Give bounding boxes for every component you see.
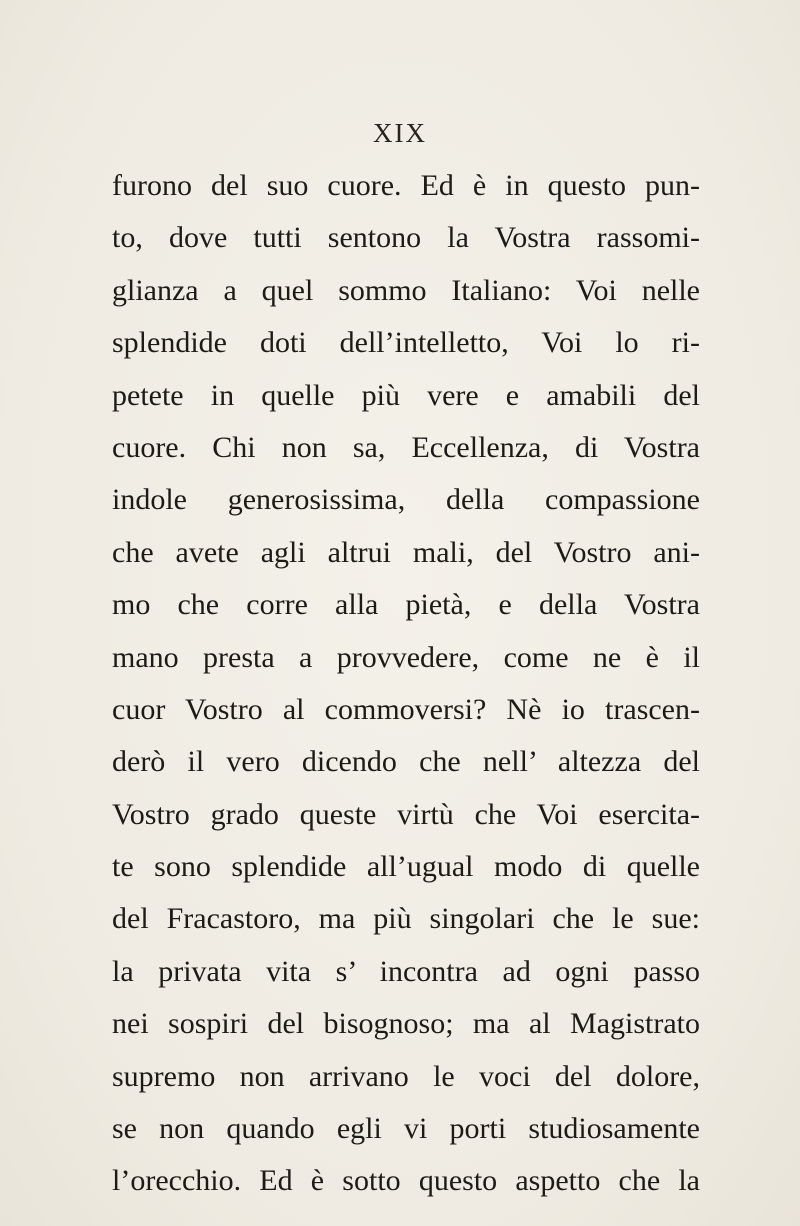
text-line: glianza a quel sommo Italiano: Voi nelle (112, 273, 700, 307)
text-line: petete in quelle più vere e amabili del (112, 378, 700, 412)
text-line: se non quando egli vi porti studiosamente (112, 1112, 700, 1146)
body-text (112, 160, 700, 1208)
page-number: XIX (373, 118, 427, 148)
text-line: te sono splendide all’ugual modo di quelle (112, 850, 700, 884)
text-line: derò il vero dicendo che nell’ altezza del (112, 745, 700, 779)
text-line: mano presta a provvedere, come ne è il (112, 640, 700, 674)
text-line: cuor Vostro al commoversi? Nè io trascen- (112, 692, 700, 726)
text-line: l’orecchio. Ed è sotto questo aspetto che la (112, 1164, 700, 1198)
text-line: che avete agli altrui mali, del Vostro ani- (112, 535, 700, 569)
text-line: mo che corre alla pietà, e della Vostra (112, 588, 700, 622)
text-line: supremo non arrivano le voci del dolore, (112, 1059, 700, 1093)
text-line: splendide doti dell’intelletto, Voi lo ri- (112, 326, 700, 360)
text-line: nei sospiri del bisognoso; ma al Magistrato (112, 1007, 700, 1041)
text-line: la privata vita s’ incontra ad ogni passo (112, 954, 700, 988)
text-line: cuore. Chi non sa, Eccellenza, di Vostra (112, 430, 700, 464)
text-line: indole generosissima, della compassione (112, 483, 700, 517)
text-line: Vostro grado queste virtù che Voi esercita- (112, 797, 700, 831)
text-line: to, dove tutti sentono la Vostra rassomi- (112, 221, 700, 255)
text-line: furono del suo cuore. Ed è in questo pun- (112, 169, 700, 202)
text-line: del Fracastoro, ma più singolari che le sue: (112, 902, 700, 936)
